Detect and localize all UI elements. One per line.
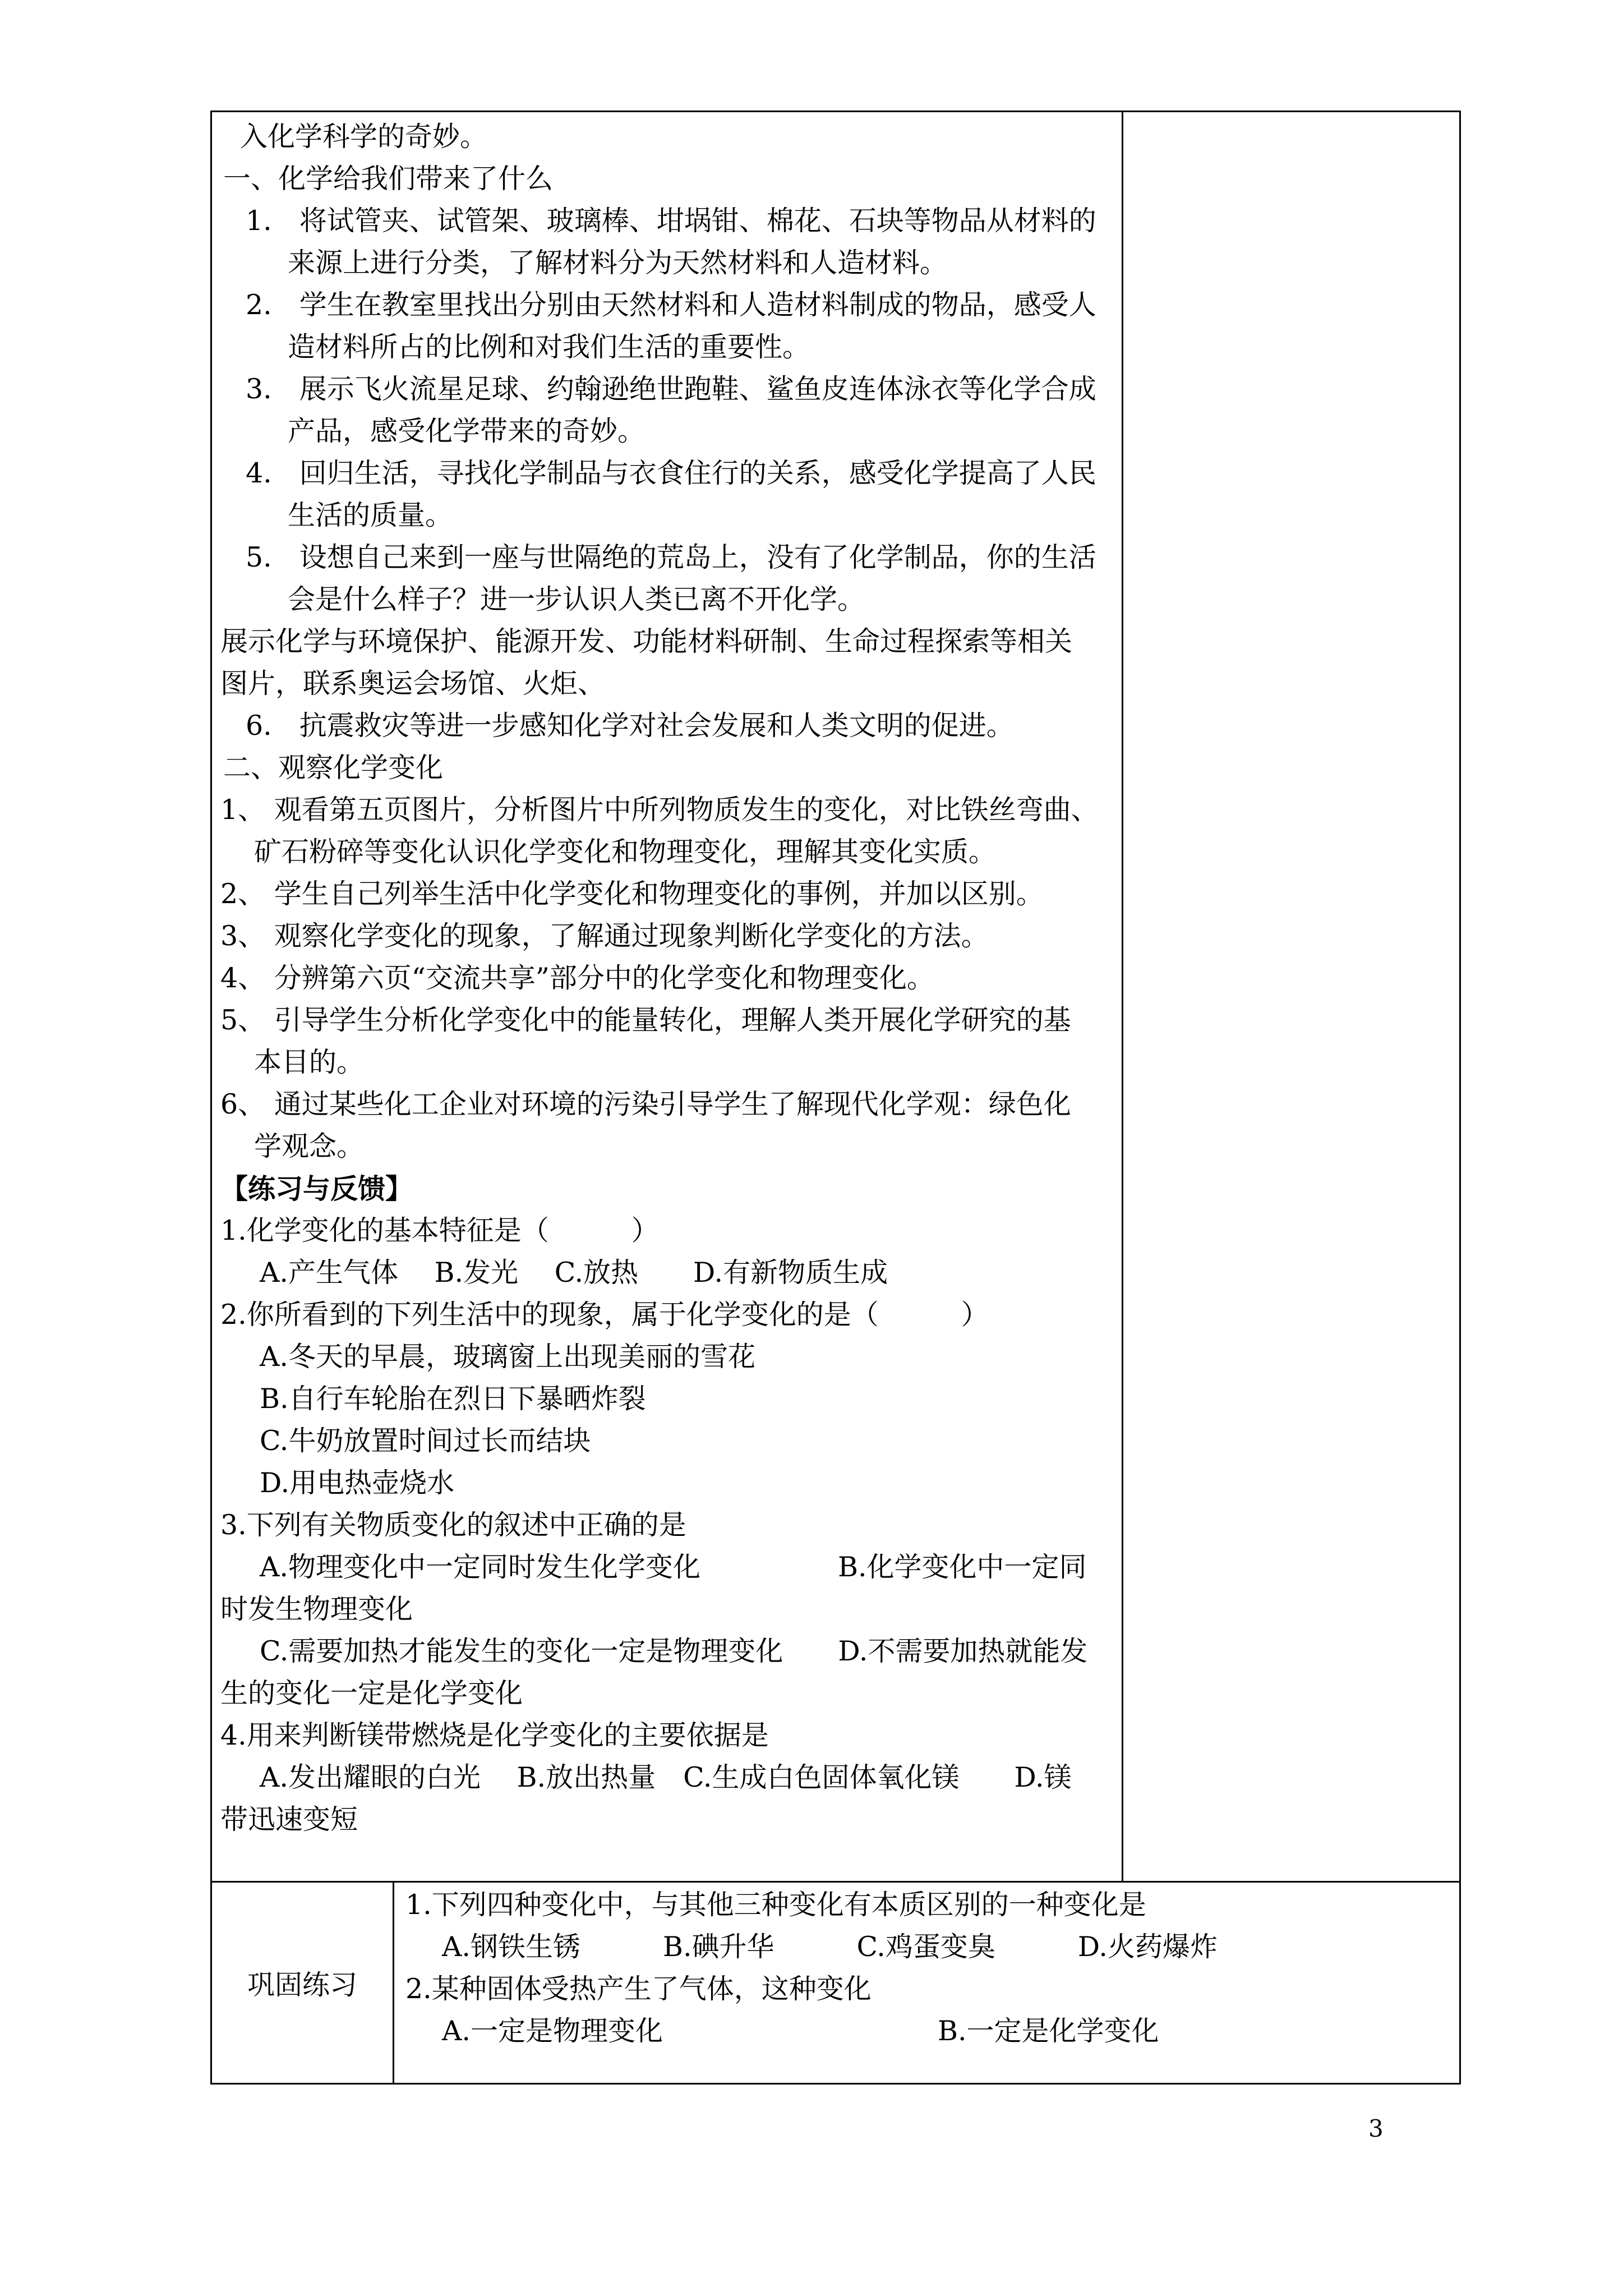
text-line: 生的变化一定是化学变化: [220, 1677, 523, 1709]
question: 2.你所看到的下列生活中的现象，属于化学变化的是（ ）: [220, 1299, 989, 1331]
text-line: 来源上进行分类，了解材料分为天然材料和人造材料。: [288, 247, 948, 279]
column-divider: [1122, 112, 1123, 1881]
text-line: 造材料所占的比例和对我们生活的重要性。: [288, 331, 810, 363]
page-number: 3: [1368, 2115, 1384, 2142]
exercise-heading: 【练习与反馈】: [220, 1172, 413, 1205]
text-line: 学观念。: [254, 1130, 365, 1162]
answer-options: A.产生气体 B.发光 C.放热 D.有新物质生成: [260, 1257, 888, 1289]
list-item: 1. 将试管夹、试管架、玻璃棒、坩埚钳、棉花、石块等物品从材料的: [246, 205, 1096, 237]
list-item: 6、 通过某些化工企业对环境的污染引导学生了解现代化学观：绿色化: [220, 1088, 1071, 1120]
question: 1.下列四种变化中，与其他三种变化有本质区别的一种变化是: [405, 1889, 1146, 1921]
question: 3.下列有关物质变化的叙述中正确的是: [220, 1509, 686, 1541]
answer-option: C.牛奶放置时间过长而结块: [260, 1425, 591, 1457]
text-line: 带迅速变短: [220, 1803, 358, 1835]
row-label: 巩固练习: [247, 1968, 357, 2001]
answer-options: A.物理变化中一定同时发生化学变化 B.化学变化中一定同: [260, 1551, 1087, 1583]
text-line: 时发生物理变化: [220, 1593, 413, 1625]
question: 4.用来判断镁带燃烧是化学变化的主要依据是: [220, 1719, 769, 1751]
list-item: 4、 分辨第六页“交流共享”部分中的化学变化和物理变化。: [220, 962, 934, 994]
list-item: 6. 抗震救灾等进一步感知化学对社会发展和人类文明的促进。: [246, 710, 1014, 742]
text-line: 产品，感受化学带来的奇妙。: [288, 415, 645, 447]
list-item: 2. 学生在教室里找出分别由天然材料和人造材料制成的物品，感受人: [246, 289, 1096, 321]
list-item: 5、 引导学生分析化学变化中的能量转化，理解人类开展化学研究的基: [220, 1004, 1071, 1036]
consolidation-table: [210, 1881, 1461, 2085]
column-divider: [393, 1883, 394, 2083]
answer-option: D.用电热壶烧水: [260, 1467, 455, 1499]
text-line: 入化学科学的奇妙。: [240, 121, 488, 153]
answer-options: A.钢铁生锈 B.碘升华 C.鸡蛋变臭 D.火药爆炸: [442, 1931, 1218, 1963]
list-item: 5. 设想自己来到一座与世隔绝的荒岛上，没有了化学制品，你的生活: [246, 541, 1096, 573]
text-line: 矿石粉碎等变化认识化学变化和物理变化，理解其变化实质。: [254, 836, 997, 868]
question: 1.化学变化的基本特征是（ ）: [220, 1214, 659, 1246]
text-line: 展示化学与环境保护、能源开发、功能材料研制、生命过程探索等相关: [220, 625, 1073, 657]
answer-options: A.发出耀眼的白光 B.放出热量 C.生成白色固体氧化镁 D.镁: [260, 1761, 1072, 1793]
text-line: 生活的质量。: [288, 499, 453, 531]
text-line: 本目的。: [254, 1046, 365, 1078]
list-item: 1、 观看第五页图片，分析图片中所列物质发生的变化，对比铁丝弯曲、: [220, 794, 1099, 826]
answer-option: A.冬天的早晨，玻璃窗上出现美丽的雪花: [260, 1341, 755, 1373]
answer-option: B.自行车轮胎在烈日下暴晒炸裂: [260, 1383, 646, 1415]
section-heading: 一、化学给我们带来了什么: [223, 163, 554, 195]
answer-options: C.需要加热才能发生的变化一定是物理变化 D.不需要加热就能发: [260, 1635, 1088, 1667]
list-item: 2、 学生自己列举生活中化学变化和物理变化的事例，并加以区别。: [220, 878, 1044, 910]
lesson-table: [210, 111, 1461, 1883]
answer-options: A.一定是物理变化 B.一定是化学变化: [442, 2015, 1159, 2047]
text-line: 会是什么样子？进一步认识人类已离不开化学。: [288, 583, 865, 615]
list-item: 3、 观察化学变化的现象，了解通过现象判断化学变化的方法。: [220, 920, 989, 952]
list-item: 3. 展示飞火流星足球、约翰逊绝世跑鞋、鲨鱼皮连体泳衣等化学合成: [246, 373, 1096, 405]
question: 2.某种固体受热产生了气体，这种变化: [405, 1973, 872, 2005]
section-heading: 二、观察化学变化: [223, 752, 444, 784]
text-line: 图片，联系奥运会场馆、火炬、: [220, 668, 606, 700]
list-item: 4. 回归生活，寻找化学制品与衣食住行的关系，感受化学提高了人民: [246, 457, 1096, 489]
